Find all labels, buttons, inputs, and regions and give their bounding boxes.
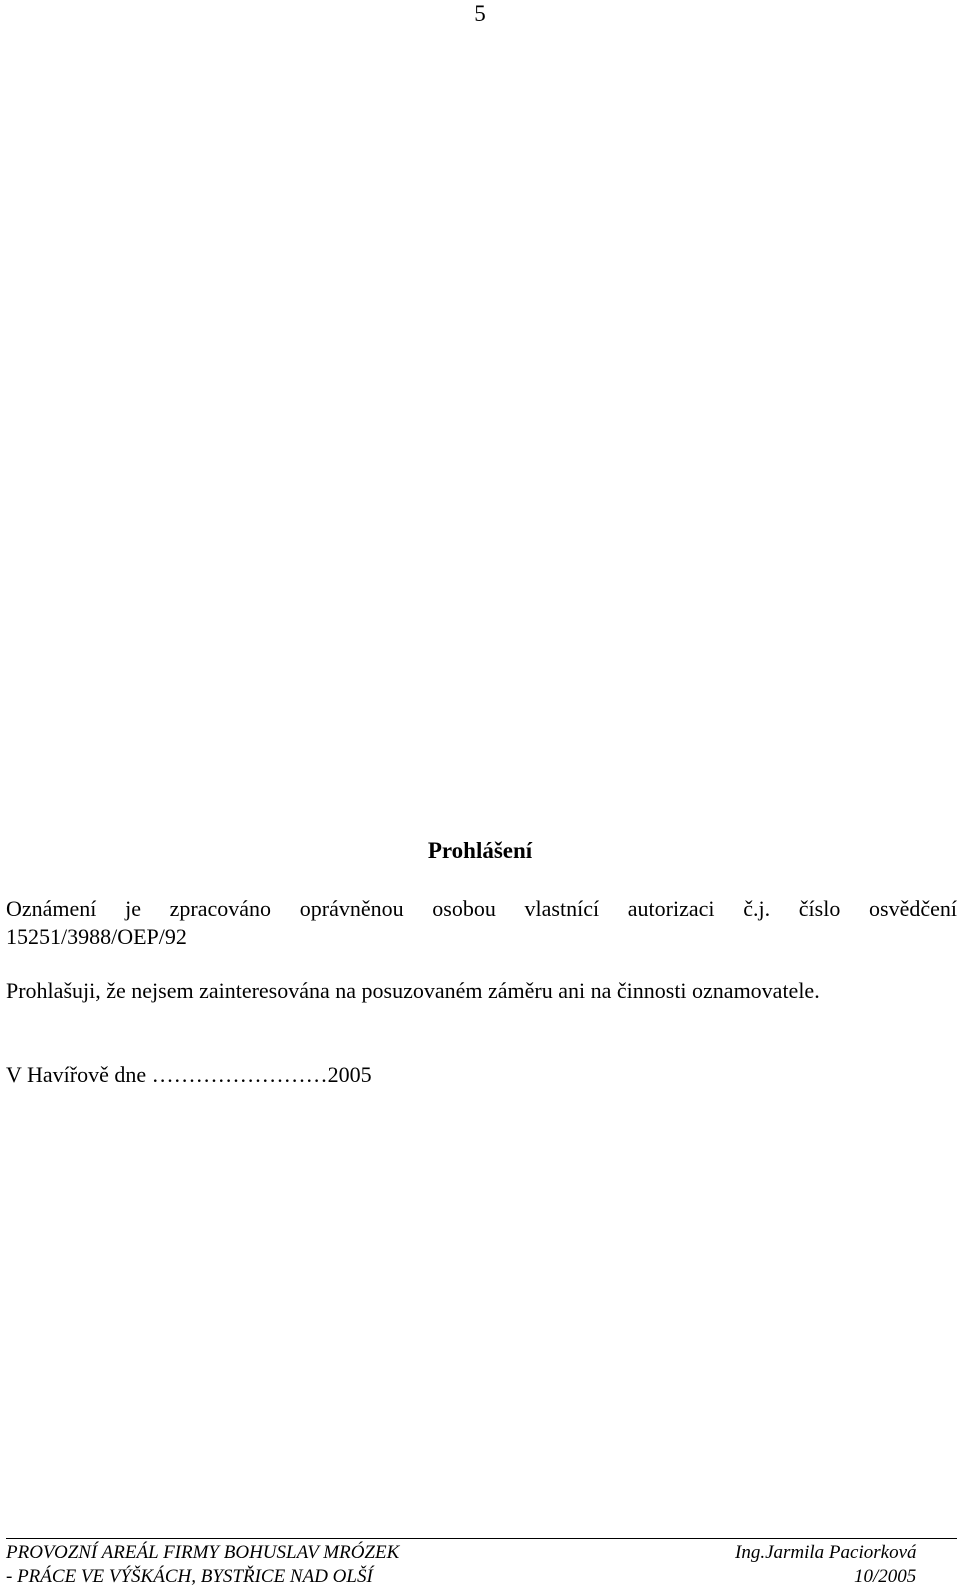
footer-author: Ing.Jarmila Paciorková (735, 1542, 917, 1563)
footer-date: 10/2005 (854, 1566, 917, 1587)
authorization-paragraph (6, 895, 957, 951)
authorization-line-1: Oznámení je zpracováno oprávněnou osobou vlastnící autorizaci č.j. číslo osvědčení (6, 896, 957, 921)
place-date-line: V Havířově dne ……………………2005 (6, 1062, 372, 1087)
interest-declaration-paragraph: Prohlašuji, že nejsem zainteresována na posuzovaném záměru ani na činnosti oznamovatele. (6, 978, 820, 1003)
footer-project-subtitle: - PRÁCE VE VÝŠKÁCH, BYSTŘICE NAD OLŠÍ (6, 1566, 373, 1587)
certificate-number: 15251/3988/OEP/92 (6, 924, 187, 949)
page-title: Prohlášení (427, 838, 533, 863)
footer-project-title: PROVOZNÍ AREÁL FIRMY BOHUSLAV MRÓZEK (6, 1542, 400, 1563)
footer-divider (6, 1538, 957, 1539)
page-number: 5 (474, 1, 486, 26)
